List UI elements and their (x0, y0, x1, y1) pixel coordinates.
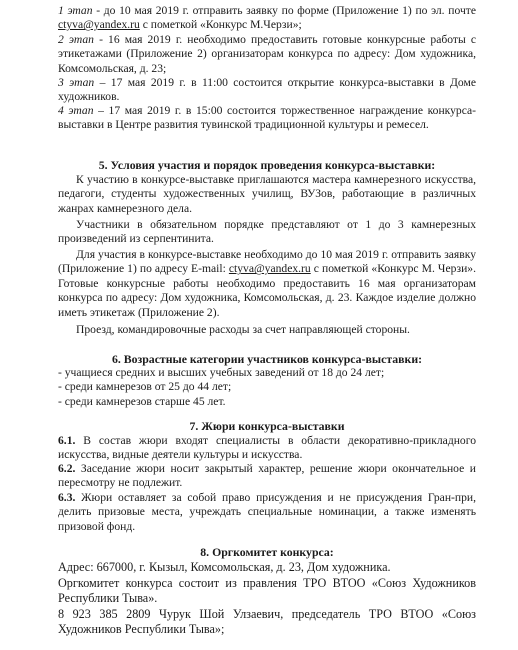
section-5-email-link[interactable]: ctyva@yandex.ru (228, 262, 311, 276)
age-category-list (58, 366, 476, 409)
jury-item-3 (58, 491, 476, 534)
stage-1-tail: с пометкой «Конкурс М.Черзи»; (139, 18, 302, 32)
section-5-paragraph-3 (58, 248, 476, 320)
stage-3-paragraph (58, 76, 476, 105)
org-contact: 8 923 385 2809 Чурук Шой Улзаевич, председатель ТРО ВТОО «Союз Художников Республики Тыва»; (58, 607, 476, 637)
section-5-paragraph-1: К участию в конкурсе-выставке приглашаются мастера камнерезного искусства, педагоги, студенты художественных училищ, ВУЗов, работающие в различных жанрах камнерезного дела. (58, 173, 476, 215)
stage-3-text: – 17 мая 2019 г. в 11:00 состоится открытие конкурса-выставки в Доме художников. (58, 76, 476, 104)
stage-2-text: - 16 мая 2019 г. необходимо предоставить готовые конкурсные работы с этикетажами (Приложение 2) организаторам конкурса по адресу: Дом художника, Комсомольская, д. 23; (58, 33, 477, 75)
stage-4-label: 4 этап (58, 104, 94, 117)
section-5-heading: 5. Условия участия и порядок проведения конкурса-выставки: (98, 158, 436, 172)
list-item: - среди камнерезов от 25 до 44 лет; (58, 380, 232, 394)
list-item: - учащиеся средних и высших учебных заведений от 18 до 24 лет; (58, 366, 385, 379)
list-item: - среди камнерезов старше 45 лет. (58, 394, 226, 408)
jury-item-text: Жюри оставляет за собой право присуждения и не присуждения Гран-при, делить призовые места, учреждать специальные номинации, а также изменять призовой фонд. (58, 491, 476, 533)
org-address: Адрес: 667000, г. Кызыл, Комсомольская, д. 23, Дом художника. (58, 560, 391, 574)
section-5-paragraph-4: Проезд, командировочные расходы за счет направляющей стороны. (76, 323, 410, 336)
stage-2-label: 2 этап (58, 33, 94, 46)
jury-item-number: 6.2. (58, 462, 76, 475)
stage-2-paragraph (58, 33, 476, 76)
stage-1-label: 1 этап (58, 4, 93, 17)
jury-item-number: 6.1. (58, 434, 76, 447)
section-6-heading: 6. Возрастные категории участников конкурса-выставки: (111, 352, 423, 366)
section-7-heading: 7. Жюри конкурса-выставки (189, 419, 345, 433)
stage-4-text: – 17 мая 2019 г. в 15:00 состоится торжественное награждение конкурса-выставки в Центре развития тувинской традиционной культуры и ремесел. (58, 104, 476, 132)
jury-item-1 (58, 434, 476, 463)
stage-3-label: 3 этап (58, 76, 95, 89)
stage-4-paragraph (58, 104, 476, 133)
jury-item-text: Заседание жюри носит закрытый характер, решение жюри окончательное и пересмотру не подлежит. (58, 462, 476, 490)
stage-1-email-link[interactable]: ctyva@yandex.ru (58, 18, 140, 32)
section-5-p3-start: Для участия в конкурсе-выставке необходимо до 10 мая 2019 г. отправить заявку (Приложение 1) по адресу E-mail: (58, 248, 476, 276)
section-5-paragraph-2: Участники в обязательном порядке представляют от 1 до 3 камнерезных произведений из серпентинита. (58, 218, 476, 246)
jury-item-number: 6.3. (58, 491, 76, 504)
stage-1-text: - до 10 мая 2019 г. отправить заявку по форме (Приложение 1) по эл. почте (92, 4, 476, 17)
jury-item-2 (58, 462, 476, 491)
section-8-heading: 8. Оргкомитет конкурса: (200, 545, 334, 559)
org-committee: Оргкомитет конкурса состоит из правления ТРО ВТОО «Союз Художников Республики Тыва». (58, 576, 476, 606)
section-5-p3-end: с пометкой «Конкурс М. Черзи». Готовые конкурсные работы необходимо предоставить 16 мая организаторам конкурса по адресу: Дом художника, Комсомольская, д. 23. Каждое изделие должно иметь этикетаж (Приложение 2). (58, 262, 477, 319)
jury-item-text: В состав жюри входят специалисты в области декоративно-прикладного искусства, видные деятели культуры и искусства. (58, 434, 476, 462)
stage-1-paragraph (58, 4, 476, 33)
